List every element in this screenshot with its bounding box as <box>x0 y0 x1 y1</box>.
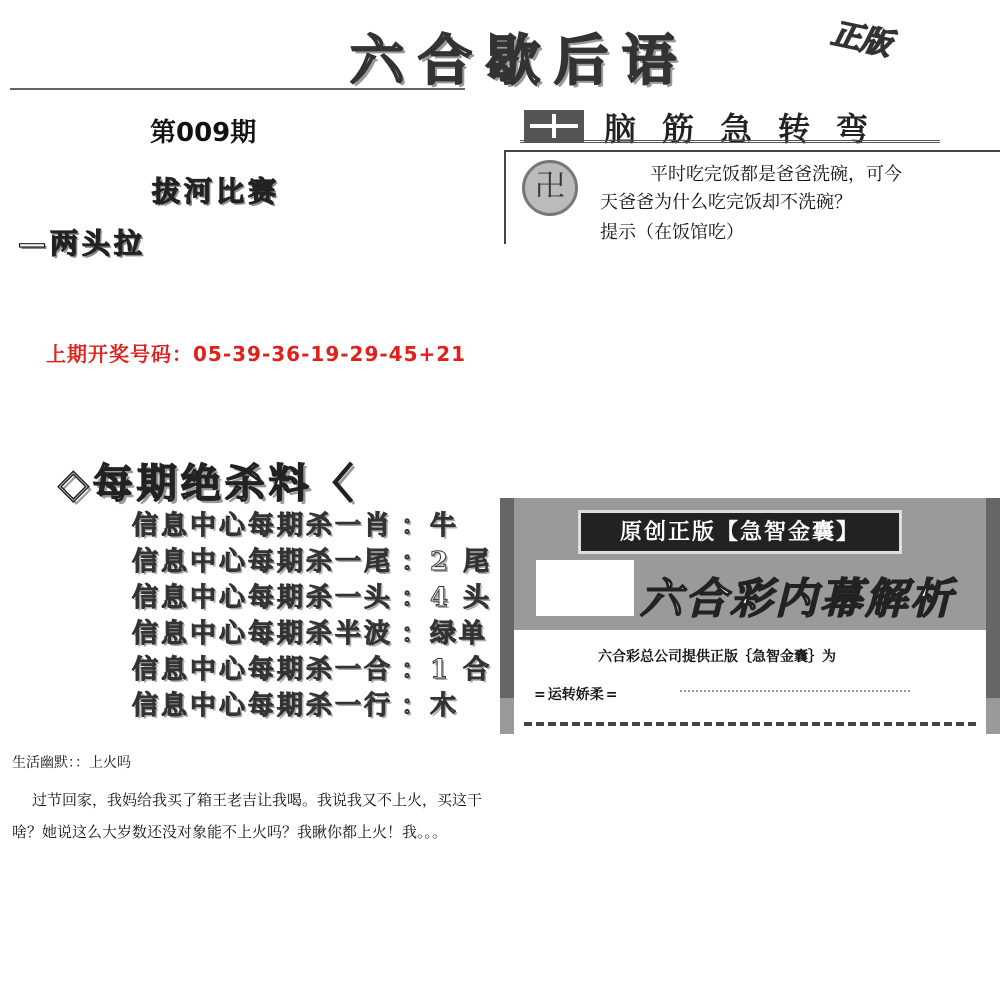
kill-row-value: ：牛 <box>401 511 460 541</box>
divider <box>520 140 940 143</box>
kill-row-label: 信息中心每期杀半波 <box>132 619 394 649</box>
scroll-pole <box>500 498 514 698</box>
ad-blank-patch <box>536 560 634 616</box>
riddle-answer: —两头拉 <box>18 227 147 260</box>
page-title: 六合歇后语 <box>350 28 690 92</box>
kill-list <box>132 508 492 724</box>
ad-description: 六合彩总公司提供正版｛急智金囊｝为 <box>598 649 836 665</box>
kill-heading: ◇每期绝杀料〈 <box>58 460 357 507</box>
kill-row-value: ：4 头 <box>401 583 493 613</box>
kill-row-label: 信息中心每期杀一肖 <box>132 511 394 541</box>
riddle-question: 拔河比赛 <box>152 175 281 208</box>
kill-row <box>132 688 492 724</box>
ad-banner: 原创正版【急智金囊】 <box>578 510 902 554</box>
humor-body: 过节回家，我妈给我买了箱王老吉让我喝。我说我又不上火，买这干啥？她说这么大岁数还没对象能不上火吗？我瞅你都上火！我。。。 <box>12 791 483 841</box>
brain-teaser-icon <box>524 110 584 142</box>
brain-teaser-question: 平时吃完饭都是爸爸洗碗，可今 <box>650 164 902 185</box>
edition-tag: 正版 <box>828 16 895 63</box>
swastika-emblem-icon: 卍 <box>522 160 578 216</box>
ad-headline: 六合彩内幕解析 <box>640 574 956 623</box>
issue-number: 第009期 <box>150 118 257 148</box>
divider <box>10 88 465 90</box>
ad-tag: = 运转娇柔 = <box>534 684 617 704</box>
kill-row-label: 信息中心每期杀一尾 <box>132 547 394 577</box>
kill-row <box>132 616 492 652</box>
kill-row <box>132 544 492 580</box>
kill-row-label: 信息中心每期杀一行 <box>132 691 394 721</box>
kill-row-label: 信息中心每期杀一合 <box>132 655 394 685</box>
scroll-pole <box>986 498 1000 698</box>
brain-teaser-hint: 提示（在饭馆吃） <box>600 222 744 243</box>
kill-row <box>132 652 492 688</box>
brain-teaser-title: 脑筋急转弯 <box>604 110 895 148</box>
kill-row-label: 信息中心每期杀一头 <box>132 583 394 613</box>
kill-row-value: ：2 尾 <box>401 547 493 577</box>
humor-label: 生活幽默：：上火吗 <box>12 755 131 771</box>
dashed-divider <box>524 722 976 726</box>
kill-row <box>132 580 492 616</box>
last-draw-numbers: 上期开奖号码：05-39-36-19-29-45+21 <box>46 342 467 366</box>
brain-teaser-question: 天爸爸为什么吃完饭却不洗碗？ <box>600 192 852 213</box>
kill-row-value: ：绿单 <box>401 619 489 649</box>
kill-row-value: ：1 合 <box>401 655 493 685</box>
kill-row <box>132 508 492 544</box>
divider <box>680 690 910 692</box>
kill-row-value: ：木 <box>401 691 460 721</box>
